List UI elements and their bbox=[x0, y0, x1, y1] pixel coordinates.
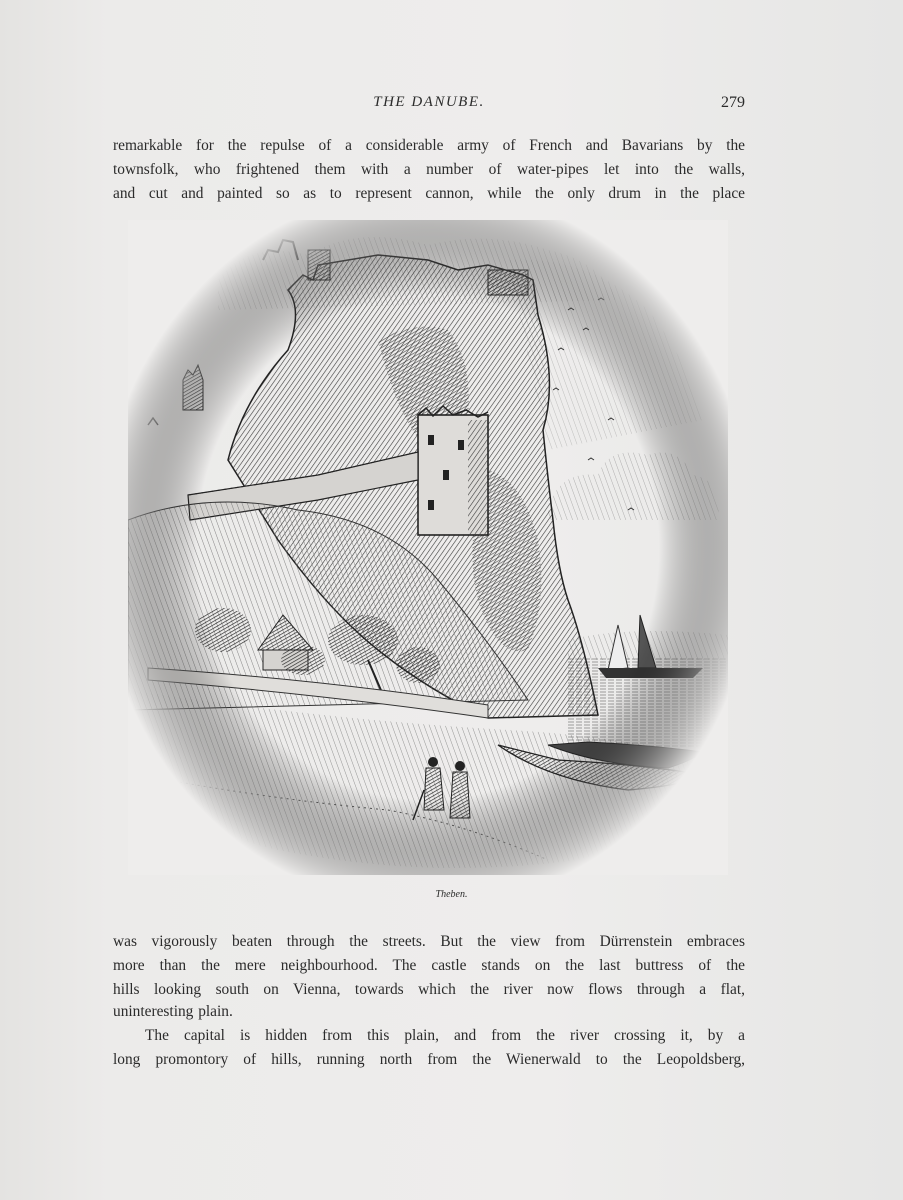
castle-cliff-engraving bbox=[128, 220, 728, 875]
text-line: long promontory of hills, running north from the Wienerwald to the Leopoldsberg, bbox=[113, 1051, 745, 1068]
running-title: THE DANUBE. bbox=[373, 94, 485, 110]
text-line: more than the mere neighbourhood. The castle stands on the last buttress of the bbox=[113, 957, 745, 974]
text-line: The capital is hidden from this plain, and from the river crossing it, by a bbox=[145, 1027, 745, 1044]
text-line: hills looking south on Vienna, towards which the river now flows through a flat, bbox=[113, 981, 745, 998]
engraving-illustration bbox=[128, 220, 728, 875]
page-header bbox=[113, 94, 745, 116]
page-number: 279 bbox=[721, 94, 745, 111]
text-line: was vigorously beaten through the streets. But the view from Dürrenstein embraces bbox=[113, 933, 745, 950]
text-line: uninteresting plain. bbox=[113, 1003, 233, 1020]
text-line: remarkable for the repulse of a considerable army of French and Bavarians by the bbox=[113, 137, 745, 154]
illustration-caption: Theben. bbox=[435, 889, 468, 900]
text-line: townsfolk, who frightened them with a number of water-pipes let into the walls, bbox=[113, 161, 745, 178]
text-line: and cut and painted so as to represent cannon, while the only drum in the place bbox=[113, 185, 745, 202]
